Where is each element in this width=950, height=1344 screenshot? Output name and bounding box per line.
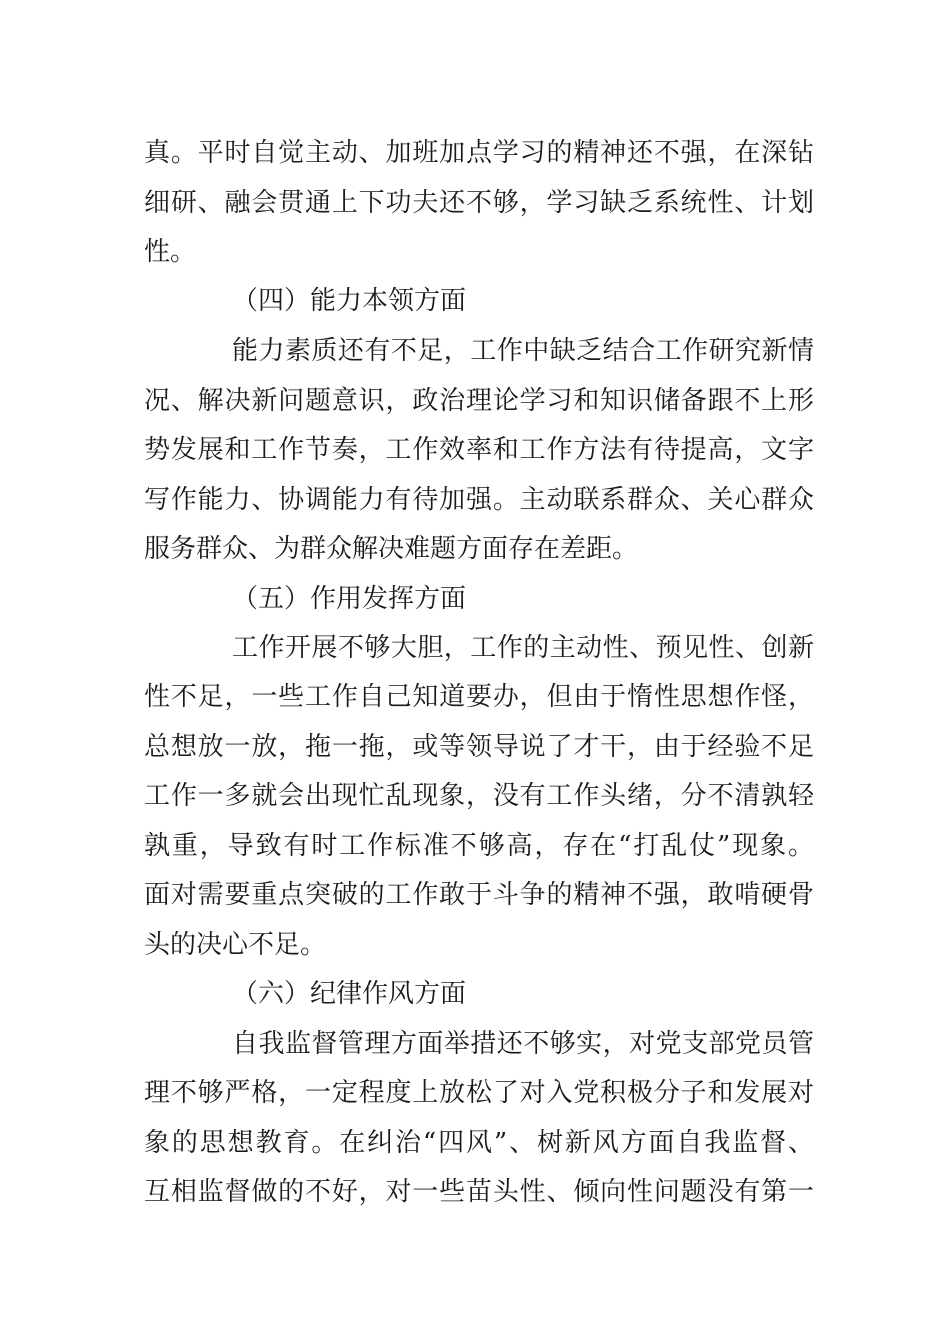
paragraph-line: 服务群众、为群众解决难题方面存在差距。 [144, 534, 639, 564]
paragraph-line: 真。平时自觉主动、加班加点学习的精神还不强，在深钻 [144, 138, 814, 168]
paragraph-line: 互相监督做的不好，对一些苗头性、倾向性问题没有第一 [144, 1177, 814, 1207]
section-heading-5: （五）作用发挥方面 [232, 584, 467, 614]
paragraph-line: 工作开展不够大胆，工作的主动性、预见性、创新 [232, 633, 814, 663]
paragraph-line: 写作能力、协调能力有待加强。主动联系群众、关心群众 [144, 485, 814, 515]
paragraph-line: 自我监督管理方面举措还不够实，对党支部党员管 [232, 1029, 814, 1059]
paragraph-line: 头的决心不足。 [144, 930, 327, 960]
paragraph-line: 细研、融会贯通上下功夫还不够，学习缺乏系统性、计划 [144, 188, 814, 218]
paragraph-line: 象的思想教育。在纠治“四风”、树新风方面自我监督、 [144, 1128, 814, 1158]
paragraph-line: 面对需要重点突破的工作敢于斗争的精神不强，敢啃硬骨 [144, 880, 814, 910]
paragraph-line: 理不够严格，一定程度上放松了对入党积极分子和发展对 [144, 1078, 814, 1108]
paragraph-line: 总想放一放，拖一拖，或等领导说了才干，由于经验不足 [144, 732, 814, 762]
section-heading-4: （四）能力本领方面 [232, 286, 467, 316]
paragraph-line: 势发展和工作节奏，工作效率和工作方法有待提高，文字 [144, 435, 814, 465]
paragraph-line: 工作一多就会出现忙乱现象，没有工作头绪，分不清孰轻 [144, 781, 814, 811]
paragraph-line: 性。 [144, 237, 197, 267]
paragraph-line: 性不足，一些工作自己知道要办，但由于惰性思想作怪， [144, 682, 814, 712]
paragraph-line: 孰重，导致有时工作标准不够高，存在“打乱仗”现象。 [144, 831, 814, 861]
paragraph-line: 况、解决新问题意识，政治理论学习和知识储备跟不上形 [144, 386, 814, 416]
section-heading-6: （六）纪律作风方面 [232, 979, 467, 1009]
paragraph-line: 能力素质还有不足，工作中缺乏结合工作研究新情 [232, 336, 814, 366]
